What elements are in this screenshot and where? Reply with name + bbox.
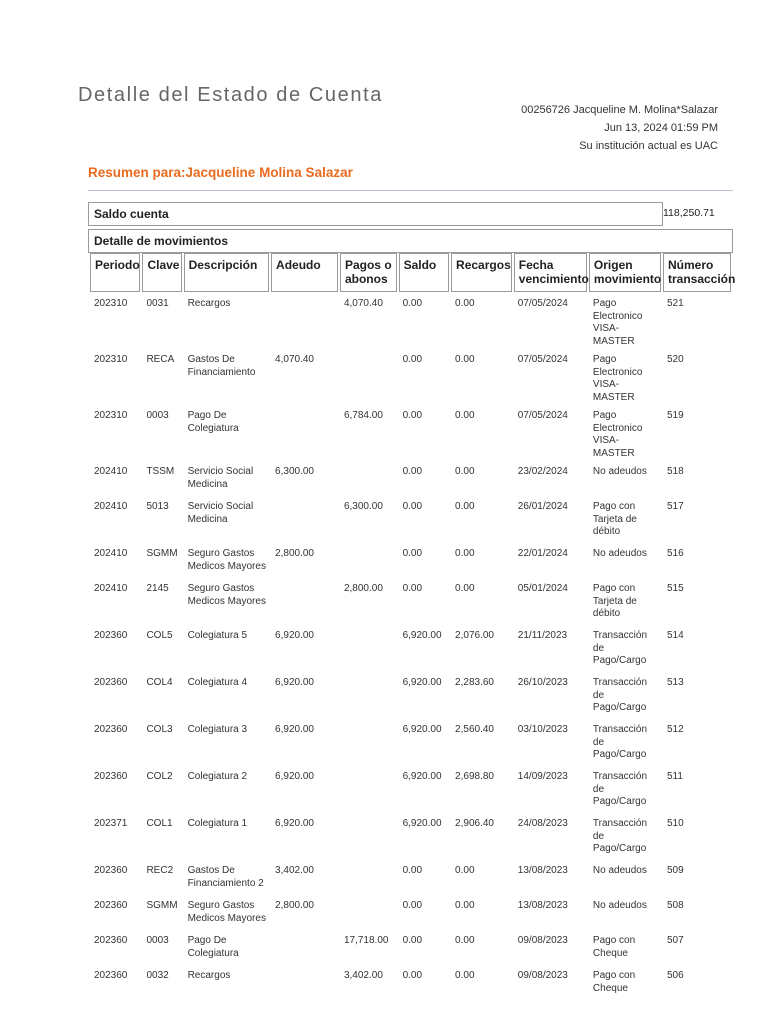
cell-origen: Transacción de Pago/Cargo	[592, 818, 648, 854]
cell-periodo: 202310	[94, 298, 128, 309]
cell-pagos	[340, 460, 397, 495]
cell-recargos: 2,076.00	[455, 630, 494, 641]
cell-periodo: 202360	[94, 771, 128, 782]
cell-periodo: 202410	[94, 501, 128, 512]
table-row	[90, 929, 731, 964]
table-row	[90, 460, 731, 495]
cell-pagos: 6,300.00	[343, 501, 383, 512]
table-row	[90, 404, 731, 460]
column-header: Saldo	[399, 253, 449, 292]
cell-saldo: 6,920.00	[402, 677, 442, 688]
column-header: Recargos	[451, 253, 512, 292]
cell-adeudo	[271, 292, 338, 348]
cell-recargos: 2,283.60	[455, 677, 494, 688]
cell-pagos	[340, 718, 397, 765]
movements-table	[88, 253, 736, 995]
date-line: Jun 13, 2024 01:59 PM	[604, 122, 718, 134]
cell-adeudo: 6,920.00	[275, 724, 314, 735]
cell-saldo: 6,920.00	[402, 630, 442, 641]
table-header-row	[90, 253, 731, 292]
table-row	[90, 624, 731, 671]
cell-numero: 509	[666, 865, 684, 876]
cell-numero: 518	[666, 466, 684, 477]
cell-periodo: 202360	[94, 900, 128, 911]
cell-adeudo: 6,920.00	[275, 771, 314, 782]
cell-clave: COL2	[146, 771, 173, 782]
cell-pagos: 17,718.00	[343, 935, 389, 946]
cell-clave: 0032	[146, 970, 169, 981]
cell-saldo: 6,920.00	[402, 771, 442, 782]
cell-clave: 5013	[146, 501, 169, 512]
cell-saldo: 0.00	[402, 548, 423, 559]
column-header: Adeudo	[271, 253, 338, 292]
account-line: 00256726 Jacqueline M. Molina*Salazar	[521, 104, 718, 116]
cell-pagos: 3,402.00	[343, 970, 383, 981]
cell-pagos	[340, 859, 397, 894]
cell-origen: Transacción de Pago/Cargo	[592, 724, 648, 760]
cell-clave: 0031	[146, 298, 169, 309]
cell-adeudo	[271, 964, 338, 995]
cell-periodo: 202360	[94, 630, 128, 641]
cell-numero: 510	[666, 818, 684, 829]
cell-numero: 521	[666, 298, 684, 309]
cell-origen: Pago Electronico VISA-MASTER	[592, 354, 643, 403]
cell-adeudo: 2,800.00	[275, 548, 314, 559]
cell-periodo: 202360	[94, 677, 128, 688]
cell-saldo: 0.00	[402, 583, 423, 594]
cell-pagos: 2,800.00	[343, 583, 383, 594]
cell-pagos: 6,784.00	[343, 410, 383, 421]
cell-numero: 511	[666, 771, 683, 782]
cell-recargos: 0.00	[455, 501, 475, 512]
cell-periodo: 202360	[94, 970, 128, 981]
cell-fecha: 05/01/2024	[517, 583, 568, 594]
cell-descripcion: Seguro Gastos Medicos Mayores	[187, 548, 266, 572]
cell-adeudo: 4,070.40	[275, 354, 314, 365]
cell-origen: No adeudos	[592, 865, 647, 876]
cell-descripcion: Recargos	[187, 298, 231, 309]
cell-fecha: 13/08/2023	[517, 865, 568, 876]
cell-fecha: 03/10/2023	[517, 724, 568, 735]
cell-descripcion: Colegiatura 3	[187, 724, 248, 735]
cell-fecha: 14/09/2023	[517, 771, 568, 782]
cell-origen: Transacción de Pago/Cargo	[592, 771, 648, 807]
cell-numero: 517	[666, 501, 684, 512]
cell-origen: No adeudos	[592, 466, 647, 477]
cell-saldo: 0.00	[402, 900, 423, 911]
cell-pagos	[340, 671, 397, 718]
cell-numero: 512	[666, 724, 684, 735]
cell-adeudo	[271, 495, 338, 542]
cell-pagos	[340, 812, 397, 859]
column-header: Descripción	[184, 253, 269, 292]
cell-adeudo	[271, 404, 338, 460]
divider	[88, 190, 733, 191]
cell-numero: 506	[666, 970, 684, 981]
cell-clave: TSSM	[146, 466, 175, 477]
table-row	[90, 495, 731, 542]
saldo-label: Saldo cuenta	[88, 202, 663, 226]
movements-section-label: Detalle de movimientos	[88, 229, 733, 253]
cell-pagos	[340, 348, 397, 404]
cell-fecha: 09/08/2023	[517, 970, 568, 981]
cell-clave: COL5	[146, 630, 173, 641]
cell-fecha: 07/05/2024	[517, 298, 568, 309]
cell-saldo: 0.00	[402, 410, 423, 421]
table-row	[90, 964, 731, 995]
cell-descripcion: Seguro Gastos Medicos Mayores	[187, 583, 266, 607]
cell-fecha: 23/02/2024	[517, 466, 568, 477]
cell-clave: 0003	[146, 935, 169, 946]
table-row	[90, 292, 731, 348]
cell-origen: Pago con Tarjeta de débito	[592, 583, 637, 619]
cell-adeudo: 6,920.00	[275, 677, 314, 688]
table-row	[90, 542, 731, 577]
cell-fecha: 07/05/2024	[517, 354, 568, 365]
cell-saldo: 0.00	[402, 970, 423, 981]
cell-origen: Transacción de Pago/Cargo	[592, 630, 648, 666]
cell-pagos	[340, 894, 397, 929]
cell-periodo: 202310	[94, 410, 128, 421]
table-row	[90, 671, 731, 718]
cell-numero: 515	[666, 583, 684, 594]
cell-recargos: 2,560.40	[455, 724, 494, 735]
cell-descripcion: Pago De Colegiatura	[187, 935, 239, 959]
cell-numero: 513	[666, 677, 684, 688]
cell-recargos: 0.00	[455, 865, 475, 876]
cell-periodo: 202360	[94, 865, 128, 876]
column-header: Origen movimiento	[589, 253, 661, 292]
cell-descripcion: Colegiatura 4	[187, 677, 248, 688]
cell-numero: 514	[666, 630, 684, 641]
cell-adeudo: 6,920.00	[275, 818, 314, 829]
cell-recargos: 2,698.80	[455, 771, 494, 782]
cell-descripcion: Seguro Gastos Medicos Mayores	[187, 900, 266, 924]
table-row	[90, 577, 731, 624]
column-header: Número transacción	[663, 253, 731, 292]
cell-numero: 507	[666, 935, 684, 946]
table-row	[90, 894, 731, 929]
cell-recargos: 0.00	[455, 410, 475, 421]
cell-periodo: 202410	[94, 548, 128, 559]
cell-pagos	[340, 542, 397, 577]
movements-body	[90, 292, 731, 995]
saldo-value: 118,250.71	[663, 207, 715, 219]
cell-descripcion: Colegiatura 5	[187, 630, 248, 641]
cell-clave: SGMM	[146, 548, 178, 559]
cell-descripcion: Servicio Social Medicina	[187, 466, 254, 490]
cell-fecha: 13/08/2023	[517, 900, 568, 911]
column-header: Pagos o abonos	[340, 253, 397, 292]
cell-pagos	[340, 624, 397, 671]
cell-origen: Transacción de Pago/Cargo	[592, 677, 648, 713]
cell-pagos	[340, 765, 397, 812]
cell-saldo: 6,920.00	[402, 724, 442, 735]
cell-origen: Pago con Cheque	[592, 970, 636, 994]
cell-periodo: 202410	[94, 466, 128, 477]
cell-pagos: 4,070.40	[343, 298, 383, 309]
cell-recargos: 0.00	[455, 970, 475, 981]
column-header: Periodo	[90, 253, 140, 292]
cell-descripcion: Gastos De Financiamiento 2	[187, 865, 264, 889]
cell-clave: COL3	[146, 724, 173, 735]
cell-saldo: 0.00	[402, 298, 423, 309]
account-info	[521, 101, 718, 155]
cell-origen: Pago con Cheque	[592, 935, 636, 959]
column-header: Clave	[142, 253, 181, 292]
cell-saldo: 0.00	[402, 501, 423, 512]
cell-adeudo	[271, 577, 338, 624]
cell-saldo: 6,920.00	[402, 818, 442, 829]
cell-clave: REC2	[146, 865, 174, 876]
cell-fecha: 21/11/2023	[517, 630, 568, 641]
cell-descripcion: Recargos	[187, 970, 231, 981]
cell-recargos: 0.00	[455, 548, 475, 559]
cell-periodo: 202360	[94, 724, 128, 735]
cell-recargos: 0.00	[455, 900, 475, 911]
cell-clave: SGMM	[146, 900, 178, 911]
column-header: Fecha vencimiento	[514, 253, 587, 292]
cell-clave: COL1	[146, 818, 173, 829]
table-row	[90, 348, 731, 404]
table-row	[90, 718, 731, 765]
cell-saldo: 0.00	[402, 865, 423, 876]
cell-saldo: 0.00	[402, 935, 423, 946]
cell-origen: Pago Electronico VISA-MASTER	[592, 298, 643, 347]
cell-fecha: 07/05/2024	[517, 410, 568, 421]
cell-numero: 508	[666, 900, 684, 911]
cell-numero: 516	[666, 548, 684, 559]
cell-fecha: 09/08/2023	[517, 935, 568, 946]
cell-descripcion: Colegiatura 1	[187, 818, 248, 829]
cell-recargos: 0.00	[455, 466, 475, 477]
cell-clave: COL4	[146, 677, 173, 688]
institution-line: Su institución actual es UAC	[579, 140, 718, 152]
cell-adeudo: 6,920.00	[275, 630, 314, 641]
cell-fecha: 26/01/2024	[517, 501, 568, 512]
cell-descripcion: Pago De Colegiatura	[187, 410, 239, 434]
cell-saldo: 0.00	[402, 354, 423, 365]
page-title: Detalle del Estado de Cuenta	[78, 84, 383, 106]
cell-adeudo: 2,800.00	[275, 900, 314, 911]
cell-descripcion: Gastos De Financiamiento	[187, 354, 256, 378]
cell-recargos: 0.00	[455, 354, 475, 365]
cell-numero: 519	[666, 410, 684, 421]
cell-adeudo: 6,300.00	[275, 466, 314, 477]
cell-fecha: 26/10/2023	[517, 677, 568, 688]
cell-descripcion: Servicio Social Medicina	[187, 501, 254, 525]
summary-title: Resumen para:Jacqueline Molina Salazar	[88, 165, 353, 180]
cell-recargos: 0.00	[455, 298, 475, 309]
cell-recargos: 0.00	[455, 583, 475, 594]
cell-recargos: 2,906.40	[455, 818, 494, 829]
cell-fecha: 22/01/2024	[517, 548, 568, 559]
cell-clave: RECA	[146, 354, 175, 365]
saldo-row	[88, 202, 733, 226]
cell-descripcion: Colegiatura 2	[187, 771, 248, 782]
cell-clave: 0003	[146, 410, 169, 421]
table-row	[90, 859, 731, 894]
cell-fecha: 24/08/2023	[517, 818, 568, 829]
cell-periodo: 202360	[94, 935, 128, 946]
cell-periodo: 202310	[94, 354, 128, 365]
cell-origen: Pago con Tarjeta de débito	[592, 501, 637, 537]
cell-periodo: 202410	[94, 583, 128, 594]
cell-origen: No adeudos	[592, 548, 647, 559]
table-row	[90, 765, 731, 812]
cell-origen: Pago Electronico VISA-MASTER	[592, 410, 643, 459]
cell-adeudo	[271, 929, 338, 964]
cell-recargos: 0.00	[455, 935, 475, 946]
cell-clave: 2145	[146, 583, 169, 594]
cell-numero: 520	[666, 354, 684, 365]
cell-adeudo: 3,402.00	[275, 865, 314, 876]
cell-origen: No adeudos	[592, 900, 647, 911]
cell-periodo: 202371	[94, 818, 128, 829]
cell-saldo: 0.00	[402, 466, 423, 477]
table-row	[90, 812, 731, 859]
